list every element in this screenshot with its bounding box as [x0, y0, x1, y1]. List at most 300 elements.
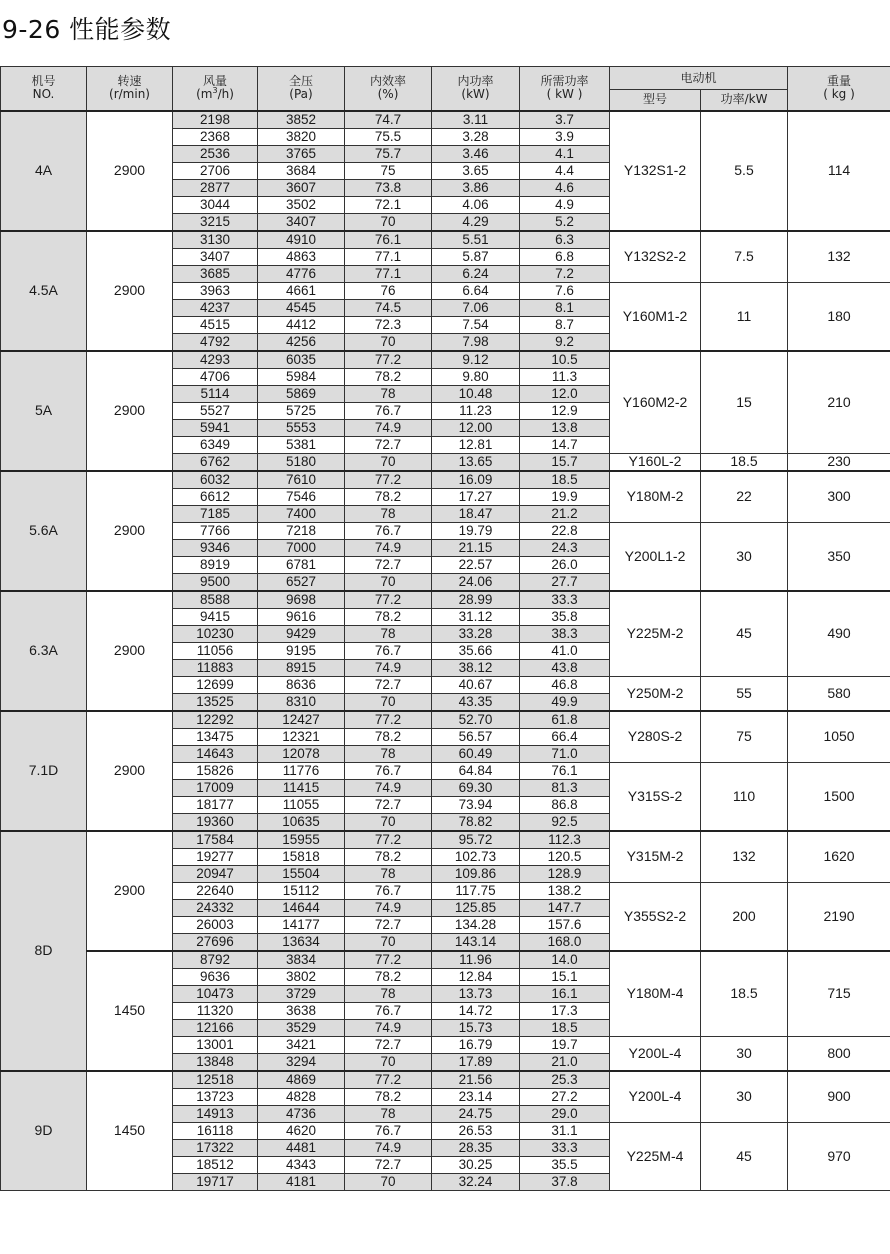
required-power-cell: 33.3 [520, 591, 610, 609]
model-cell: 8D [1, 831, 87, 1071]
flow-cell: 3407 [173, 248, 258, 265]
efficiency-cell: 76.7 [345, 1122, 432, 1139]
header-efficiency: 内效率 (%) [345, 67, 432, 111]
efficiency-cell: 70 [345, 1173, 432, 1190]
flow-cell: 3685 [173, 265, 258, 282]
internal-power-cell: 7.98 [432, 333, 520, 351]
efficiency-cell: 78.2 [345, 968, 432, 985]
flow-cell: 14913 [173, 1105, 258, 1122]
required-power-cell: 4.1 [520, 145, 610, 162]
internal-power-cell: 21.56 [432, 1071, 520, 1089]
weight-cell: 715 [788, 951, 890, 1037]
header-internal-power: 内功率 (kW) [432, 67, 520, 111]
internal-power-cell: 4.06 [432, 196, 520, 213]
internal-power-cell: 102.73 [432, 848, 520, 865]
efficiency-cell: 77.2 [345, 471, 432, 489]
weight-cell: 970 [788, 1122, 890, 1190]
flow-cell: 8588 [173, 591, 258, 609]
pressure-cell: 7610 [258, 471, 345, 489]
efficiency-cell: 75 [345, 162, 432, 179]
internal-power-cell: 109.86 [432, 865, 520, 882]
required-power-cell: 4.6 [520, 179, 610, 196]
speed-cell: 1450 [87, 1071, 173, 1191]
flow-cell: 24332 [173, 899, 258, 916]
table-row [1, 831, 890, 849]
flow-cell: 27696 [173, 933, 258, 951]
required-power-cell: 10.5 [520, 351, 610, 369]
flow-cell: 6032 [173, 471, 258, 489]
pressure-cell: 4181 [258, 1173, 345, 1190]
efficiency-cell: 78 [345, 385, 432, 402]
weight-cell: 180 [788, 282, 890, 351]
pressure-cell: 4863 [258, 248, 345, 265]
efficiency-cell: 70 [345, 693, 432, 711]
required-power-cell: 33.3 [520, 1139, 610, 1156]
pressure-cell: 7000 [258, 539, 345, 556]
internal-power-cell: 28.99 [432, 591, 520, 609]
pressure-cell: 4661 [258, 282, 345, 299]
required-power-cell: 15.7 [520, 453, 610, 471]
pressure-cell: 8636 [258, 676, 345, 693]
pressure-cell: 9195 [258, 642, 345, 659]
required-power-cell: 13.8 [520, 419, 610, 436]
weight-cell: 580 [788, 676, 890, 711]
internal-power-cell: 28.35 [432, 1139, 520, 1156]
efficiency-cell: 76.7 [345, 1002, 432, 1019]
flow-cell: 14643 [173, 745, 258, 762]
weight-cell: 210 [788, 351, 890, 454]
required-power-cell: 138.2 [520, 882, 610, 899]
efficiency-cell: 74.9 [345, 539, 432, 556]
pressure-cell: 7218 [258, 522, 345, 539]
pressure-cell: 3294 [258, 1053, 345, 1071]
motor-type-cell: Y132S1-2 [610, 111, 701, 231]
header-pressure: 全压 (Pa) [258, 67, 345, 111]
required-power-cell: 15.1 [520, 968, 610, 985]
internal-power-cell: 11.23 [432, 402, 520, 419]
motor-type-cell: Y132S2-2 [610, 231, 701, 283]
required-power-cell: 35.5 [520, 1156, 610, 1173]
flow-cell: 19277 [173, 848, 258, 865]
internal-power-cell: 3.65 [432, 162, 520, 179]
motor-power-cell: 7.5 [701, 231, 788, 283]
pressure-cell: 3421 [258, 1036, 345, 1053]
flow-cell: 20947 [173, 865, 258, 882]
efficiency-cell: 72.7 [345, 796, 432, 813]
efficiency-cell: 72.1 [345, 196, 432, 213]
pressure-cell: 3765 [258, 145, 345, 162]
weight-cell: 900 [788, 1071, 890, 1123]
internal-power-cell: 13.73 [432, 985, 520, 1002]
efficiency-cell: 76.1 [345, 231, 432, 249]
weight-cell: 230 [788, 453, 890, 471]
motor-type-cell: Y315S-2 [610, 762, 701, 831]
motor-type-cell: Y200L-4 [610, 1036, 701, 1071]
flow-cell: 2706 [173, 162, 258, 179]
pressure-cell: 6035 [258, 351, 345, 369]
required-power-cell: 18.5 [520, 1019, 610, 1036]
flow-cell: 12699 [173, 676, 258, 693]
efficiency-cell: 76.7 [345, 522, 432, 539]
header-speed: 转速 (r/min) [87, 67, 173, 111]
pressure-cell: 3607 [258, 179, 345, 196]
weight-cell: 1050 [788, 711, 890, 763]
required-power-cell: 168.0 [520, 933, 610, 951]
efficiency-cell: 76.7 [345, 882, 432, 899]
speed-cell: 2900 [87, 351, 173, 471]
flow-cell: 19717 [173, 1173, 258, 1190]
required-power-cell: 12.9 [520, 402, 610, 419]
pressure-cell: 9429 [258, 625, 345, 642]
efficiency-cell: 70 [345, 333, 432, 351]
internal-power-cell: 9.12 [432, 351, 520, 369]
internal-power-cell: 18.47 [432, 505, 520, 522]
internal-power-cell: 17.27 [432, 488, 520, 505]
internal-power-cell: 60.49 [432, 745, 520, 762]
pressure-cell: 7400 [258, 505, 345, 522]
efficiency-cell: 70 [345, 813, 432, 831]
efficiency-cell: 78.2 [345, 728, 432, 745]
required-power-cell: 29.0 [520, 1105, 610, 1122]
pressure-cell: 4481 [258, 1139, 345, 1156]
internal-power-cell: 12.81 [432, 436, 520, 453]
flow-cell: 8919 [173, 556, 258, 573]
required-power-cell: 6.8 [520, 248, 610, 265]
efficiency-cell: 78 [345, 865, 432, 882]
flow-cell: 26003 [173, 916, 258, 933]
required-power-cell: 14.7 [520, 436, 610, 453]
pressure-cell: 4545 [258, 299, 345, 316]
pressure-cell: 5381 [258, 436, 345, 453]
flow-cell: 9500 [173, 573, 258, 591]
internal-power-cell: 125.85 [432, 899, 520, 916]
efficiency-cell: 74.9 [345, 419, 432, 436]
motor-type-cell: Y160M1-2 [610, 282, 701, 351]
flow-cell: 3215 [173, 213, 258, 231]
flow-cell: 19360 [173, 813, 258, 831]
flow-cell: 3963 [173, 282, 258, 299]
internal-power-cell: 15.73 [432, 1019, 520, 1036]
flow-cell: 12518 [173, 1071, 258, 1089]
header-motor-power: 功率/kW [701, 90, 788, 111]
required-power-cell: 19.7 [520, 1036, 610, 1053]
header-motor: 电动机 [610, 67, 788, 90]
required-power-cell: 5.2 [520, 213, 610, 231]
motor-type-cell: Y225M-2 [610, 591, 701, 677]
pressure-cell: 13634 [258, 933, 345, 951]
flow-cell: 6612 [173, 488, 258, 505]
efficiency-cell: 78 [345, 1105, 432, 1122]
required-power-cell: 21.2 [520, 505, 610, 522]
required-power-cell: 9.2 [520, 333, 610, 351]
internal-power-cell: 3.28 [432, 128, 520, 145]
pressure-cell: 11055 [258, 796, 345, 813]
pressure-cell: 12427 [258, 711, 345, 729]
required-power-cell: 4.9 [520, 196, 610, 213]
flow-cell: 9415 [173, 608, 258, 625]
flow-cell: 4293 [173, 351, 258, 369]
model-cell: 7.1D [1, 711, 87, 831]
required-power-cell: 11.3 [520, 368, 610, 385]
page-title: 9-26 性能参数 [2, 15, 172, 44]
performance-table [0, 66, 890, 1191]
motor-power-cell: 30 [701, 1036, 788, 1071]
efficiency-cell: 78.2 [345, 488, 432, 505]
pressure-cell: 3529 [258, 1019, 345, 1036]
internal-power-cell: 143.14 [432, 933, 520, 951]
efficiency-cell: 70 [345, 453, 432, 471]
efficiency-cell: 78.2 [345, 848, 432, 865]
efficiency-cell: 74.9 [345, 1019, 432, 1036]
required-power-cell: 25.3 [520, 1071, 610, 1089]
pressure-cell: 4343 [258, 1156, 345, 1173]
flow-cell: 11883 [173, 659, 258, 676]
required-power-cell: 157.6 [520, 916, 610, 933]
motor-type-cell: Y315M-2 [610, 831, 701, 883]
required-power-cell: 7.6 [520, 282, 610, 299]
pressure-cell: 5725 [258, 402, 345, 419]
weight-cell: 132 [788, 231, 890, 283]
pressure-cell: 3852 [258, 111, 345, 129]
speed-cell: 1450 [87, 951, 173, 1071]
internal-power-cell: 35.66 [432, 642, 520, 659]
pressure-cell: 12078 [258, 745, 345, 762]
header-model: 机号 NO. [1, 67, 87, 111]
internal-power-cell: 24.06 [432, 573, 520, 591]
table-row [1, 351, 890, 369]
weight-cell: 350 [788, 522, 890, 591]
speed-cell: 2900 [87, 711, 173, 831]
efficiency-cell: 76.7 [345, 762, 432, 779]
flow-cell: 7766 [173, 522, 258, 539]
pressure-cell: 5869 [258, 385, 345, 402]
required-power-cell: 49.9 [520, 693, 610, 711]
internal-power-cell: 38.12 [432, 659, 520, 676]
pressure-cell: 11776 [258, 762, 345, 779]
efficiency-cell: 72.7 [345, 436, 432, 453]
required-power-cell: 31.1 [520, 1122, 610, 1139]
pressure-cell: 6527 [258, 573, 345, 591]
flow-cell: 4706 [173, 368, 258, 385]
efficiency-cell: 74.9 [345, 899, 432, 916]
efficiency-cell: 74.9 [345, 659, 432, 676]
efficiency-cell: 77.2 [345, 1071, 432, 1089]
efficiency-cell: 72.7 [345, 1036, 432, 1053]
pressure-cell: 15818 [258, 848, 345, 865]
weight-cell: 800 [788, 1036, 890, 1071]
internal-power-cell: 30.25 [432, 1156, 520, 1173]
internal-power-cell: 69.30 [432, 779, 520, 796]
efficiency-cell: 78.2 [345, 1088, 432, 1105]
flow-cell: 2536 [173, 145, 258, 162]
pressure-cell: 15504 [258, 865, 345, 882]
flow-cell: 3130 [173, 231, 258, 249]
table-row [1, 591, 890, 609]
flow-cell: 13001 [173, 1036, 258, 1053]
internal-power-cell: 52.70 [432, 711, 520, 729]
efficiency-cell: 77.2 [345, 591, 432, 609]
motor-type-cell: Y160L-2 [610, 453, 701, 471]
efficiency-cell: 76 [345, 282, 432, 299]
flow-cell: 17009 [173, 779, 258, 796]
pressure-cell: 14644 [258, 899, 345, 916]
required-power-cell: 7.2 [520, 265, 610, 282]
efficiency-cell: 73.8 [345, 179, 432, 196]
motor-power-cell: 30 [701, 522, 788, 591]
flow-cell: 18177 [173, 796, 258, 813]
pressure-cell: 12321 [258, 728, 345, 745]
efficiency-cell: 72.7 [345, 556, 432, 573]
motor-power-cell: 45 [701, 591, 788, 677]
flow-cell: 2198 [173, 111, 258, 129]
flow-cell: 7185 [173, 505, 258, 522]
internal-power-cell: 73.94 [432, 796, 520, 813]
motor-type-cell: Y355S2-2 [610, 882, 701, 951]
header-weight: 重量 ( kg ) [788, 67, 890, 111]
flow-cell: 4515 [173, 316, 258, 333]
weight-cell: 1620 [788, 831, 890, 883]
internal-power-cell: 24.75 [432, 1105, 520, 1122]
required-power-cell: 43.8 [520, 659, 610, 676]
flow-cell: 3044 [173, 196, 258, 213]
required-power-cell: 35.8 [520, 608, 610, 625]
pressure-cell: 4828 [258, 1088, 345, 1105]
internal-power-cell: 4.29 [432, 213, 520, 231]
flow-cell: 2877 [173, 179, 258, 196]
required-power-cell: 38.3 [520, 625, 610, 642]
header-flow: 风量 $(m^3/h)$ [173, 67, 258, 111]
flow-cell: 5941 [173, 419, 258, 436]
efficiency-cell: 72.7 [345, 1156, 432, 1173]
table-row [1, 1071, 890, 1089]
table-row [1, 231, 890, 249]
internal-power-cell: 22.57 [432, 556, 520, 573]
required-power-cell: 4.4 [520, 162, 610, 179]
efficiency-cell: 78 [345, 985, 432, 1002]
efficiency-cell: 77.2 [345, 711, 432, 729]
required-power-cell: 14.0 [520, 951, 610, 969]
pressure-cell: 14177 [258, 916, 345, 933]
internal-power-cell: 7.06 [432, 299, 520, 316]
table-row [1, 951, 890, 969]
flow-cell: 17322 [173, 1139, 258, 1156]
flow-cell: 12292 [173, 711, 258, 729]
pressure-cell: 4620 [258, 1122, 345, 1139]
efficiency-cell: 78 [345, 745, 432, 762]
motor-power-cell: 55 [701, 676, 788, 711]
efficiency-cell: 74.7 [345, 111, 432, 129]
required-power-cell: 120.5 [520, 848, 610, 865]
motor-type-cell: Y200L1-2 [610, 522, 701, 591]
model-cell: 4A [1, 111, 87, 231]
flow-cell: 5114 [173, 385, 258, 402]
pressure-cell: 3684 [258, 162, 345, 179]
pressure-cell: 5984 [258, 368, 345, 385]
internal-power-cell: 43.35 [432, 693, 520, 711]
required-power-cell: 76.1 [520, 762, 610, 779]
speed-cell: 2900 [87, 591, 173, 711]
required-power-cell: 17.3 [520, 1002, 610, 1019]
required-power-cell: 37.8 [520, 1173, 610, 1190]
pressure-cell: 3802 [258, 968, 345, 985]
flow-cell: 6762 [173, 453, 258, 471]
flow-cell: 22640 [173, 882, 258, 899]
required-power-cell: 8.1 [520, 299, 610, 316]
speed-cell: 2900 [87, 231, 173, 351]
pressure-cell: 4736 [258, 1105, 345, 1122]
required-power-cell: 71.0 [520, 745, 610, 762]
required-power-cell: 128.9 [520, 865, 610, 882]
motor-power-cell: 45 [701, 1122, 788, 1190]
required-power-cell: 112.3 [520, 831, 610, 849]
pressure-cell: 15955 [258, 831, 345, 849]
required-power-cell: 92.5 [520, 813, 610, 831]
pressure-cell: 9698 [258, 591, 345, 609]
internal-power-cell: 19.79 [432, 522, 520, 539]
efficiency-cell: 78.2 [345, 608, 432, 625]
motor-power-cell: 110 [701, 762, 788, 831]
efficiency-cell: 74.5 [345, 299, 432, 316]
efficiency-cell: 70 [345, 1053, 432, 1071]
flow-cell: 6349 [173, 436, 258, 453]
internal-power-cell: 31.12 [432, 608, 520, 625]
internal-power-cell: 12.00 [432, 419, 520, 436]
speed-cell: 2900 [87, 831, 173, 951]
internal-power-cell: 6.24 [432, 265, 520, 282]
flow-cell: 10230 [173, 625, 258, 642]
internal-power-cell: 7.54 [432, 316, 520, 333]
weight-cell: 2190 [788, 882, 890, 951]
table-row [1, 711, 890, 729]
efficiency-cell: 75.7 [345, 145, 432, 162]
internal-power-cell: 64.84 [432, 762, 520, 779]
motor-power-cell: 18.5 [701, 453, 788, 471]
efficiency-cell: 77.2 [345, 951, 432, 969]
pressure-cell: 5180 [258, 453, 345, 471]
weight-cell: 1500 [788, 762, 890, 831]
required-power-cell: 16.1 [520, 985, 610, 1002]
pressure-cell: 3502 [258, 196, 345, 213]
flow-cell: 11056 [173, 642, 258, 659]
internal-power-cell: 5.51 [432, 231, 520, 249]
pressure-cell: 4776 [258, 265, 345, 282]
efficiency-cell: 78 [345, 625, 432, 642]
internal-power-cell: 117.75 [432, 882, 520, 899]
pressure-cell: 4256 [258, 333, 345, 351]
pressure-cell: 9616 [258, 608, 345, 625]
model-cell: 9D [1, 1071, 87, 1191]
efficiency-cell: 76.7 [345, 402, 432, 419]
motor-power-cell: 75 [701, 711, 788, 763]
required-power-cell: 27.7 [520, 573, 610, 591]
internal-power-cell: 11.96 [432, 951, 520, 969]
flow-cell: 13848 [173, 1053, 258, 1071]
internal-power-cell: 33.28 [432, 625, 520, 642]
weight-cell: 490 [788, 591, 890, 677]
motor-type-cell: Y200L-4 [610, 1071, 701, 1123]
motor-power-cell: 200 [701, 882, 788, 951]
efficiency-cell: 72.7 [345, 676, 432, 693]
pressure-cell: 4412 [258, 316, 345, 333]
flow-cell: 2368 [173, 128, 258, 145]
efficiency-cell: 77.1 [345, 248, 432, 265]
required-power-cell: 27.2 [520, 1088, 610, 1105]
flow-cell: 18512 [173, 1156, 258, 1173]
flow-cell: 11320 [173, 1002, 258, 1019]
required-power-cell: 21.0 [520, 1053, 610, 1071]
weight-cell: 300 [788, 471, 890, 523]
motor-type-cell: Y280S-2 [610, 711, 701, 763]
